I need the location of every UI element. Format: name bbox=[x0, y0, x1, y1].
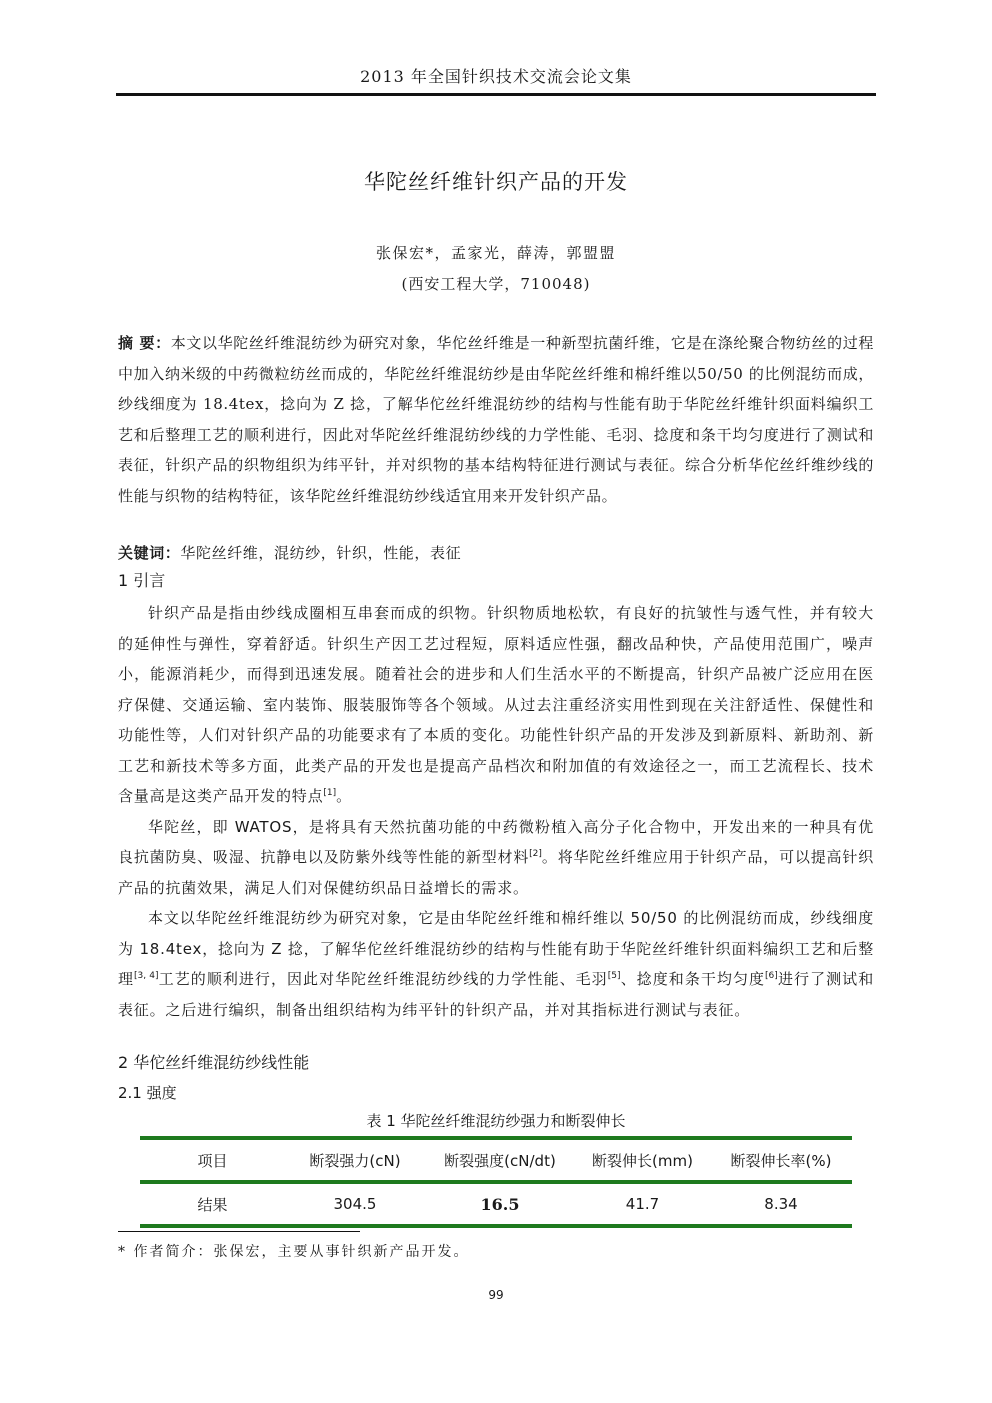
table-header-cell: 断裂强度(cN/dt) bbox=[444, 1151, 556, 1170]
data-table bbox=[140, 1136, 852, 1228]
citation: [6] bbox=[765, 971, 778, 981]
authors: 张保宏*，孟家光，薛涛，郭盟盟 bbox=[375, 244, 616, 262]
table-cell: 304.5 bbox=[333, 1195, 377, 1213]
paragraph-text: 华陀丝，即 WATOS，是将具有天然抗菌功能的中药微粉植入高分子化合物中，开发出来的一种具有优良抗菌防臭、吸湿、抗静电以及防紫外线等性能的新型材料 bbox=[118, 817, 874, 866]
abstract bbox=[118, 328, 874, 511]
citation: [3, 4] bbox=[134, 971, 159, 981]
section-1-body bbox=[118, 598, 874, 1025]
table-header-cell: 断裂伸长(mm) bbox=[592, 1151, 693, 1170]
header-rule bbox=[116, 93, 876, 96]
table-cell: 41.7 bbox=[625, 1195, 660, 1213]
table-header-row bbox=[140, 1140, 852, 1180]
running-header: 2013 年全国针织技术交流会论文集 bbox=[360, 67, 632, 86]
table-cell: 16.5 bbox=[480, 1194, 520, 1214]
table-header-cell: 断裂强力(cN) bbox=[309, 1151, 401, 1170]
paragraph bbox=[118, 598, 874, 812]
abstract-label: 摘 要： bbox=[118, 334, 171, 352]
section-heading-1: 1 引言 bbox=[118, 571, 166, 590]
paragraph-text: 针织产品是指由纱线成圈相互串套而成的织物。针织物质地松软，有良好的抗皱性与透气性，并有较大的延伸性与弹性，穿着舒适。针织生产因工艺过程短，原料适应性强，翻改品种快，产品使用范围广，噪声小，能源消耗少，而得到迅速发展。随着社会的进步和人们生活水平的不断提高，针织产品被广泛应用在医疗保健、交通运输、室内装饰、服装服饰等各个领域。从过去注重经济实用性到现在关注舒适性、保健性和功能性等，人们对针织产品的功能要求有了本质的变化。功能性针织产品的开发涉及到新原料、新助剂、新工艺和新技术等多方面，此类产品的开发也是提高产品档次和附加值的有效途径之一，而工艺流程长、技术含量高是这类产品开发的特点 bbox=[118, 604, 874, 805]
abstract-text: 本文以华陀丝纤维混纺纱为研究对象，华佗丝纤维是一种新型抗菌纤维，它是在涤纶聚合物纺丝的过程中加入纳米级的中药微粒纺丝而成的，华陀丝纤维混纺纱是由华陀丝纤维和棉纤维以50/50 的比例混纺而成，纱线细度为 18.4tex，捻向为 Z 捻，了解华佗丝纤维混纺纱的结构与性能有助于华陀丝纤维针织面料编织工艺和后整理工艺的顺利进行，因此对华陀丝纤维混纺纱线的力学性能、毛羽、捻度和条干均匀度进行了测试和表征，针织产品的织物组织为纬平针，并对织物的基本结构特征进行测试与表征。综合分析华佗丝纤维纱线的性能与织物的结构特征，该华陀丝纤维混纺纱线适宜用来开发针织产品。 bbox=[118, 334, 875, 505]
page-number: 99 bbox=[488, 1288, 504, 1302]
citation: [1] bbox=[323, 788, 337, 798]
citation: [5] bbox=[607, 971, 621, 981]
affiliation: (西安工程大学，710048) bbox=[401, 275, 591, 293]
paragraph-text: 、捻度和条干均匀度 bbox=[620, 970, 766, 988]
footnote: * 作者简介：张保宏，主要从事针织新产品开发。 bbox=[118, 1244, 470, 1260]
table-caption: 表 1 华陀丝纤维混纺纱强力和断裂伸长 bbox=[366, 1112, 626, 1130]
table-cell: 结果 bbox=[197, 1195, 228, 1214]
table-header-cell: 项目 bbox=[197, 1151, 228, 1170]
paragraph-text: 。 bbox=[336, 787, 352, 805]
paragraph-text: 本文以华陀丝纤维混纺纱为研究对象，它是由华陀丝纤维和棉纤维以 50/50 的比例混纺而成，纱线细度为 18.4tex，捻向为 Z 捻，了解华佗丝纤维混纺纱的结构与性能有助于华陀丝纤维针织面料编织工艺和后整理 bbox=[118, 909, 874, 988]
keywords-text: 华陀丝纤维，混纺纱，针织，性能，表征 bbox=[180, 544, 462, 562]
paper-title: 华陀丝纤维针织产品的开发 bbox=[364, 170, 628, 194]
paragraph-text: 进行了测试和表征。之后进行编织，制备出组织结构为纬平针的针织产品，并对其指标进行测试与表征。 bbox=[118, 970, 874, 1019]
subsection-heading: 2.1 强度 bbox=[118, 1084, 177, 1102]
table-header-cell: 断裂伸长率(%) bbox=[730, 1151, 832, 1170]
keywords bbox=[118, 538, 874, 569]
paragraph-text: 工艺的顺利进行，因此对华陀丝纤维混纺纱线的力学性能、毛羽 bbox=[158, 970, 608, 988]
section-heading-2: 2 华佗丝纤维混纺纱线性能 bbox=[118, 1053, 310, 1072]
keywords-label: 关键词： bbox=[118, 544, 181, 562]
table-cell: 8.34 bbox=[764, 1195, 798, 1213]
paragraph-text: 。将华陀丝纤维应用于针织产品，可以提高针织产品的抗菌效果，满足人们对保健纺织品日益增长的需求。 bbox=[118, 848, 874, 897]
citation: [2] bbox=[529, 849, 542, 859]
table-row bbox=[140, 1184, 852, 1224]
table-bottom-rule bbox=[140, 1224, 852, 1228]
paragraph bbox=[118, 903, 874, 1025]
paragraph bbox=[118, 812, 874, 904]
footnote-rule bbox=[118, 1231, 360, 1232]
